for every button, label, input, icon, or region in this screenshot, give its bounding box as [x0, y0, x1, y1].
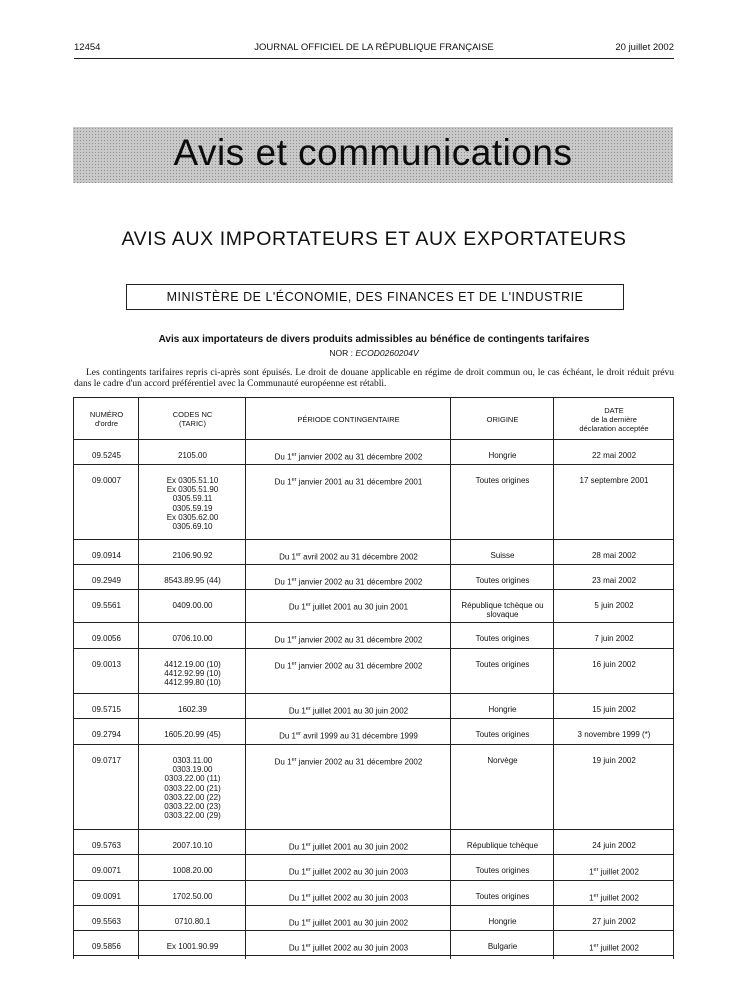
date-sup: er: [593, 943, 599, 949]
code-line: 4412.99.80 (10): [164, 678, 221, 688]
origine-cell: [451, 551, 554, 560]
periode-pre: Du 1: [274, 577, 292, 587]
column-header-line: PÉRIODE CONTINGENTAIRE: [297, 414, 400, 424]
date-cell: [554, 841, 674, 850]
date-pre: 1: [589, 867, 594, 877]
code-line: 1702.50.00: [172, 892, 213, 901]
origine-line: Norvège: [487, 756, 518, 765]
code-line: Ex 1001.90.99: [166, 942, 219, 951]
origine-line: Toutes origines: [475, 576, 530, 585]
periode-sup: er: [305, 943, 311, 949]
periode-cell: [246, 892, 451, 903]
origine-cell: [451, 576, 554, 585]
codes-cell: [139, 730, 246, 739]
row-rule: [74, 718, 674, 719]
numero-cell: 09.0091: [92, 892, 121, 901]
row-rule: [74, 744, 674, 745]
numero-cell: 09.0717: [92, 756, 121, 765]
code-line: 4412.92.99 (10): [164, 669, 221, 679]
codes-cell: [139, 660, 246, 688]
origine-line: Toutes origines: [475, 892, 530, 901]
codes-cell: [139, 576, 246, 585]
origine-line: Toutes origines: [475, 476, 530, 485]
periode-sup: er: [291, 635, 297, 641]
origine-line: Hongrie: [488, 917, 517, 926]
numero-cell: 09.5561: [92, 601, 121, 610]
date-pre: 28 mai 2002: [591, 551, 637, 560]
numero-cell: 09.5856: [92, 942, 121, 951]
origine-line: Toutes origines: [475, 634, 530, 643]
periode-cell: [246, 917, 451, 928]
column-header-line: DATE: [604, 405, 624, 415]
row-rule: [74, 648, 674, 649]
periode-sup: er: [291, 452, 297, 458]
code-line: Ex 0305.62.00: [166, 512, 219, 522]
periode-pre: Du 1: [279, 552, 297, 562]
row-rule: [74, 905, 674, 906]
intro-paragraph: Les contingents tarifaires repris ci-après sont épuisés. Le droit de douane applicable en régime de droit commun ou, le cas échéant, le droit réduit prévu dans le cadre d'un accord préférentiel avec la Communauté européenne est rétabli.: [74, 368, 674, 389]
numero-cell: 09.0056: [92, 634, 121, 643]
periode-post: juillet 2001 au 30 juin 2001: [310, 602, 409, 612]
row-rule: [74, 622, 674, 623]
origine-cell: [451, 634, 554, 643]
date-pre: 15 juin 2002: [592, 705, 636, 714]
column-header-line: de la dernière: [591, 414, 637, 424]
periode-pre: Du 1: [279, 731, 297, 741]
origine-cell: [451, 917, 554, 926]
periode-pre: Du 1: [288, 867, 306, 877]
code-line: 0303.22.00 (21): [164, 783, 221, 793]
column-header-line: CODES NC: [172, 410, 213, 419]
periode-post: janvier 2002 au 31 décembre 2002: [296, 661, 423, 671]
column-header-line: NUMÉRO: [89, 410, 124, 419]
running-header: [74, 42, 674, 56]
periode-cell: [246, 841, 451, 852]
row-rule: [74, 880, 674, 881]
column-header: [74, 410, 139, 428]
date-cell: [554, 660, 674, 669]
origine-cell: [451, 866, 554, 875]
periode-cell: [246, 705, 451, 716]
origine-line: Hongrie: [488, 705, 517, 714]
periode-pre: Du 1: [274, 635, 292, 645]
column-header-line: (TARIC): [179, 419, 206, 428]
codes-cell: [139, 892, 246, 901]
row-rule: [74, 464, 674, 465]
date-cell: [554, 576, 674, 585]
date-sup: er: [593, 893, 599, 899]
periode-cell: [246, 634, 451, 645]
date-pre: 23 mai 2002: [591, 576, 637, 585]
numero-cell: 09.0007: [92, 476, 121, 485]
ministry-name: MINISTÈRE DE L'ÉCONOMIE, DES FINANCES ET DE L'INDUSTRIE: [166, 290, 584, 304]
periode-post: juillet 2001 au 30 juin 2002: [310, 918, 409, 928]
origine-line: Toutes origines: [475, 660, 530, 669]
origine-cell: [451, 476, 554, 485]
row-rule: [74, 539, 674, 540]
code-line: 2105.00: [178, 451, 207, 460]
code-line: 2007.10.10: [172, 841, 213, 850]
row-rule: [74, 564, 674, 565]
date-post: juillet 2002: [598, 867, 639, 877]
row-rule: [74, 439, 674, 440]
periode-post: juillet 2001 au 30 juin 2002: [310, 842, 409, 852]
date-cell: [554, 866, 674, 877]
origine-line: Bulgarie: [487, 942, 518, 951]
date-cell: [554, 917, 674, 926]
journal-title: JOURNAL OFFICIEL DE LA RÉPUBLIQUE FRANÇAISE: [254, 42, 494, 53]
origine-line: Suisse: [490, 551, 515, 560]
code-line: 0303.22.00 (29): [164, 811, 221, 821]
periode-post: juillet 2002 au 30 juin 2003: [310, 893, 409, 903]
column-header-line: ORIGINE: [486, 414, 519, 424]
origine-cell: [451, 601, 554, 619]
column-header: [139, 410, 246, 428]
periode-post: janvier 2002 au 31 décembre 2002: [296, 452, 423, 462]
nor-reference: [74, 348, 674, 358]
periode-pre: Du 1: [274, 757, 292, 767]
row-rule: [74, 854, 674, 855]
codes-cell: [139, 551, 246, 560]
code-line: 1605.20.99 (45): [164, 730, 221, 739]
notice-title: Avis aux importateurs de divers produits admissibles au bénéfice de contingents tarifaires: [158, 334, 590, 345]
periode-cell: [246, 551, 451, 562]
nor-label: NOR :: [329, 348, 353, 358]
periode-sup: er: [291, 477, 297, 483]
periode-post: janvier 2002 au 31 décembre 2002: [296, 635, 423, 645]
periode-post: juillet 2002 au 30 juin 2003: [310, 867, 409, 877]
date-cell: [554, 601, 674, 610]
date-pre: 1: [589, 943, 594, 953]
date-sup: er: [593, 867, 599, 873]
date-pre: 3 novembre 1999 (*): [577, 730, 651, 739]
column-header-line: d'ordre: [94, 419, 119, 428]
codes-cell: [139, 601, 246, 610]
origine-cell: [451, 841, 554, 850]
code-line: 0303.22.00 (22): [164, 792, 221, 802]
date-cell: [554, 551, 674, 560]
section-title: AVIS AUX IMPORTATEURS ET AUX EXPORTATEURS: [121, 228, 627, 250]
origine-cell: [451, 660, 554, 669]
periode-cell: [246, 660, 451, 671]
origine-cell: [451, 756, 554, 765]
periode-post: janvier 2001 au 31 décembre 2001: [296, 477, 423, 487]
periode-sup: er: [296, 731, 301, 737]
date-cell: [554, 756, 674, 765]
date-cell: [554, 705, 674, 714]
date-pre: 1: [589, 893, 594, 903]
origine-cell: [451, 730, 554, 739]
row-rule: [74, 930, 674, 931]
periode-cell: [246, 451, 451, 462]
periode-sup: er: [305, 918, 311, 924]
codes-cell: [139, 756, 246, 820]
row-rule: [74, 693, 674, 694]
column-header: [451, 415, 554, 424]
periode-sup: er: [291, 661, 297, 667]
date-pre: 16 juin 2002: [592, 660, 636, 669]
date-pre: 7 juin 2002: [594, 634, 634, 643]
row-rule: [74, 589, 674, 590]
code-line: 4412.19.00 (10): [164, 660, 221, 669]
periode-post: juillet 2002 au 30 juin 2003: [310, 943, 409, 953]
origine-line: Toutes origines: [475, 866, 530, 875]
code-line: 0409.00.00: [172, 601, 213, 610]
periode-pre: Du 1: [274, 661, 292, 671]
date-pre: 22 mai 2002: [591, 451, 637, 460]
column-header: [246, 415, 451, 424]
date-pre: 27 juin 2002: [592, 917, 636, 926]
periode-pre: Du 1: [288, 918, 306, 928]
date-cell: [554, 730, 674, 739]
numero-cell: 09.0013: [92, 660, 121, 669]
date-cell: [554, 476, 674, 485]
periode-pre: Du 1: [274, 452, 292, 462]
periode-sup: er: [305, 842, 311, 848]
periode-pre: Du 1: [288, 706, 306, 716]
origine-line: République tchèque: [466, 841, 539, 850]
periode-post: juillet 2001 au 30 juin 2002: [310, 706, 409, 716]
row-rule: [74, 955, 674, 956]
periode-sup: er: [305, 706, 311, 712]
codes-cell: [139, 476, 246, 531]
code-line: 2106.90.92: [172, 551, 213, 560]
periode-post: janvier 2002 au 31 décembre 2002: [296, 757, 423, 767]
codes-cell: [139, 917, 246, 926]
origine-cell: [451, 892, 554, 901]
code-line: 0305.59.19: [172, 503, 213, 513]
column-header: [554, 406, 674, 433]
date-pre: 24 juin 2002: [592, 841, 636, 850]
code-line: 1602.39: [178, 705, 207, 714]
codes-cell: [139, 866, 246, 875]
periode-pre: Du 1: [288, 842, 306, 852]
date-cell: [554, 892, 674, 903]
code-line: 8543.89.95 (44): [164, 576, 221, 585]
numero-cell: 09.5715: [92, 705, 121, 714]
periode-cell: [246, 866, 451, 877]
periode-sup: er: [305, 602, 311, 608]
codes-cell: [139, 451, 246, 460]
code-line: 0710.80.1: [174, 917, 211, 926]
codes-cell: [139, 942, 246, 951]
periode-pre: Du 1: [288, 602, 306, 612]
header-rule: [74, 58, 674, 59]
periode-post: avril 1999 au 31 décembre 1999: [300, 731, 418, 741]
numero-cell: 09.5563: [92, 917, 121, 926]
numero-cell: 09.0914: [92, 551, 121, 560]
code-line: 0305.69.10: [172, 522, 213, 532]
origine-cell: [451, 942, 554, 951]
code-line: 1008.20.00: [172, 866, 213, 875]
origine-cell: [451, 451, 554, 460]
periode-sup: er: [291, 757, 297, 763]
periode-sup: er: [291, 577, 297, 583]
periode-sup: er: [305, 867, 311, 873]
origine-line: Toutes origines: [475, 730, 530, 739]
periode-cell: [246, 601, 451, 612]
periode-cell: [246, 756, 451, 767]
periode-post: janvier 2002 au 31 décembre 2002: [296, 577, 423, 587]
periode-cell: [246, 576, 451, 587]
date-pre: 17 septembre 2001: [579, 476, 649, 485]
date-post: juillet 2002: [598, 943, 639, 953]
codes-cell: [139, 705, 246, 714]
periode-sup: er: [296, 552, 301, 558]
numero-cell: 09.0071: [92, 866, 121, 875]
periode-sup: er: [305, 893, 311, 899]
periode-pre: Du 1: [274, 477, 292, 487]
origine-line: Hongrie: [488, 451, 517, 460]
periode-cell: [246, 942, 451, 953]
periode-post: avril 2002 au 31 décembre 2002: [300, 552, 418, 562]
date-cell: [554, 942, 674, 953]
periode-pre: Du 1: [288, 943, 306, 953]
origine-line: slovaque: [486, 610, 519, 620]
numero-cell: 09.2949: [92, 576, 121, 585]
nor-code: ECOD0260204V: [355, 348, 419, 358]
code-line: 0303.22.00 (23): [164, 802, 221, 812]
origine-cell: [451, 705, 554, 714]
row-rule: [74, 829, 674, 830]
banner-title: Avis et communications: [173, 132, 573, 173]
date-cell: [554, 451, 674, 460]
code-line: 0305.59.11: [172, 494, 213, 504]
date-post: juillet 2002: [598, 893, 639, 903]
code-line: 0706.10.00: [172, 634, 213, 643]
issue-date: 20 juillet 2002: [615, 42, 674, 53]
code-line: 0303.11.00: [172, 756, 213, 765]
numero-cell: 09.5763: [92, 841, 121, 850]
periode-cell: [246, 476, 451, 487]
numero-cell: 09.2794: [92, 730, 121, 739]
date-pre: 5 juin 2002: [594, 601, 634, 610]
code-line: Ex 0305.51.10: [166, 476, 219, 485]
column-header-line: déclaration acceptée: [579, 423, 649, 433]
codes-cell: [139, 634, 246, 643]
date-cell: [554, 634, 674, 643]
date-pre: 19 juin 2002: [592, 756, 636, 765]
periode-pre: Du 1: [288, 893, 306, 903]
code-line: Ex 0305.51.90: [166, 485, 219, 495]
page-number: 12454: [74, 42, 101, 53]
codes-cell: [139, 841, 246, 850]
periode-cell: [246, 730, 451, 741]
code-line: 0303.22.00 (11): [164, 774, 221, 784]
numero-cell: 09.5245: [92, 451, 121, 460]
code-line: 0303.19.00: [172, 765, 213, 775]
origine-line: République tchèque ou: [461, 601, 544, 610]
quota-table: [73, 397, 674, 959]
